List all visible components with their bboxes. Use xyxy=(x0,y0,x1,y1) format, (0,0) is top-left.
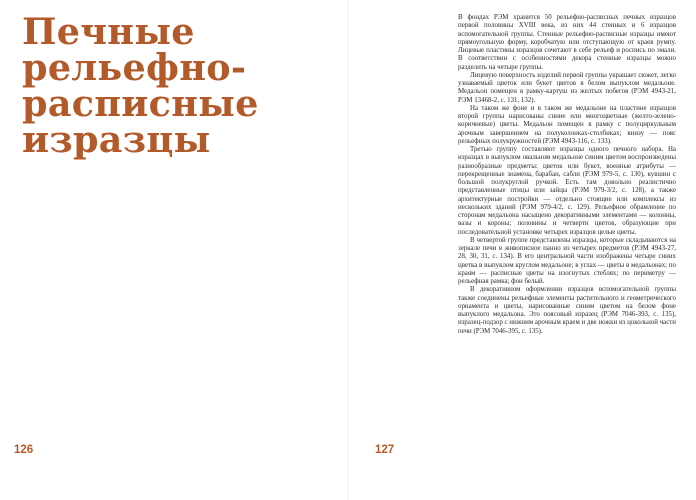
paragraph: Лицевую поверхность изделий первой группы украшает сюжет, легко узнаваемый цветок или букет цветов в белом выпуклом медальоне. Медальон помещен в рамку-картуш из желтых побегов (РЭМ 4943-21, РЭМ 13468-2, с. 131, 132). xyxy=(458,71,676,104)
paragraph: В декоративном оформлении изразцов вспомогательной группы также соединены рельефные элементы растительного и геометрического орнамента и цветы, нарисованные синим цветом на белом фоне выпуклого медальона. Это поясовый изразец (РЭМ 7046-393, с. 135), изразец-подзор с нижним арочным краем и две ножки из цокольной части печи (РЭМ 7046-395, с. 135). xyxy=(458,286,676,335)
page-number-left: 126 xyxy=(14,444,34,456)
paragraph: На таком же фоне и в таком же медальоне на пластине изразцов второй группы нарисованы синие или многоцветные (желто-зелено-коричневые) цветы. Медальон помещен в рамку с полуциркульным арочным завершением на полуколонках-столбиках; внизу — пояс рельефных полукружностей (РЭМ 4943-116, с. 133). xyxy=(458,104,676,145)
chapter-title-line-3: расписные xyxy=(22,82,259,125)
chapter-title-line-4: изразцы xyxy=(22,118,211,161)
paragraph: В четвертой группе представлены изразцы, которые складываются на зеркале печи в живописное панно из четырех предметов (РЭМ 4943-27, 28, 30, 31, с. 134). В его центральной части изображены четыре синих цветка в выпуклом круглом медальоне; в углах — цветы в медальонах; по краям — расписные цветы на изогнутых стеблях; по периметру — рельефная рамка; фон белый. xyxy=(458,236,676,285)
paragraph: Третью группу составляют изразцы одного печного набора. На изразцах в выпуклом овальном медальоне синим цветом воспроизведены разнообразные предметы: цветок или букет, военные атрибуты — перекрещенные знамена, барабан, сабли (РЭМ 979-5, с. 130), кувшин с большой полукруглой ручкой. Есть там довольно реалистично представленные птицы или зайцы (РЭМ 979-3/2, с. 128), а также архитектурные постройки — отдельно стоящие или комплексы из нескольких зданий (РЭМ 979-4/2, с. 129). Рельефное обрамление по сторонам медальона насыщено декоративными элементами — колонны, вазы и короны; половины и четверти цветов, образующие при последовательной установке четырех изразцов целые цветы. xyxy=(458,146,676,236)
page-gutter xyxy=(347,0,349,500)
page-number-right: 127 xyxy=(375,444,395,456)
paragraph: В фондах РЭМ хранится 50 рельефно-расписных печных изразцов первой половины XVIII века, из них 44 стенных и 6 изразцов вспомогательной группы. Стенные рельефно-расписные изразцы имеют прямоугольную форму, коробчатую или отступающую от краев румпу. Лицевые пластины изразцов сочетают в себе рельеф и роспись по эмали. В соответствии с особенностями декора стенные изразцы можно разделить на четыре группы. xyxy=(458,14,676,71)
body-text xyxy=(458,14,676,336)
chapter-title-line-2: рельефно- xyxy=(22,46,247,89)
chapter-title-line-1: Печные xyxy=(22,10,195,53)
chapter-title xyxy=(22,10,322,161)
